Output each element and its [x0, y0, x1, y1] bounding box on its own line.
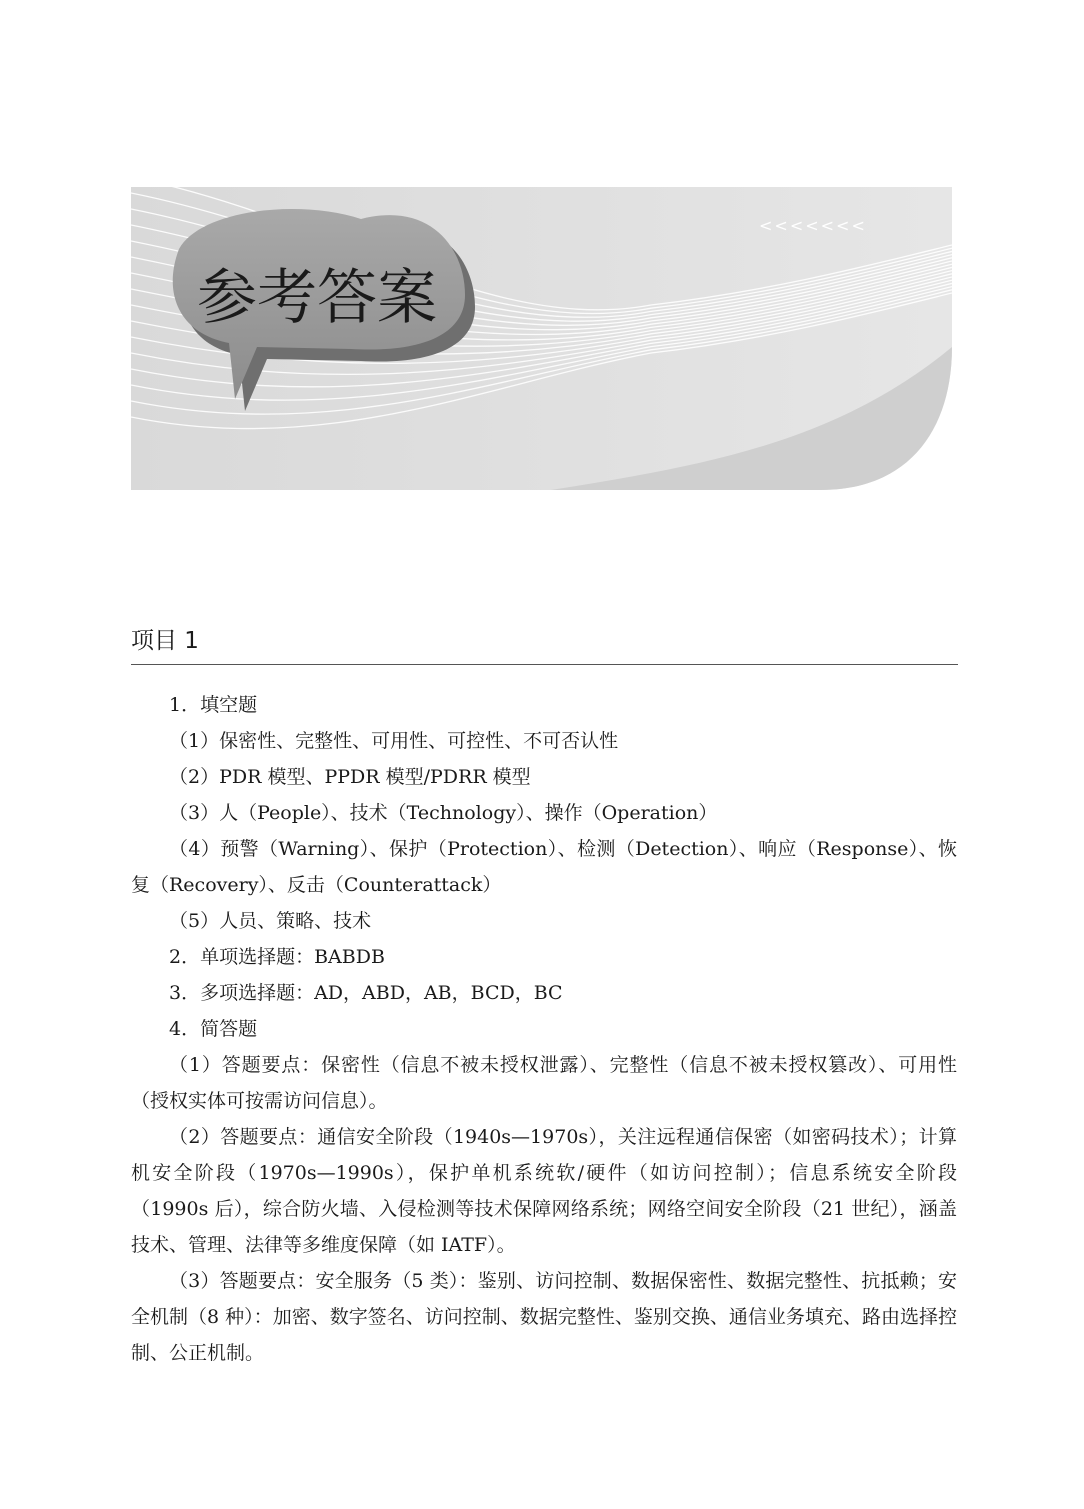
answer-line: （5）人员、策略、技术	[169, 910, 372, 932]
answer-line: 2．单项选择题：BABDB	[169, 946, 385, 968]
answer-line: （3）人（People）、技术（Technology）、操作（Operation）	[169, 802, 718, 824]
answer-line: （2）PDR 模型、PPDR 模型/PDRR 模型	[169, 766, 531, 788]
answer-content	[131, 687, 957, 1371]
chapter-banner	[131, 187, 952, 490]
answer-line: 1．填空题	[169, 694, 258, 716]
answer-line: （4）预警（Warning）、保护（Protection）、检测（Detection）、响应（Response）、恢复（Recovery）、反击（Counterattack）	[131, 838, 957, 896]
answer-line: （1）答题要点：保密性（信息不被未授权泄露）、完整性（信息不被未授权篡改）、可用性（授权实体可按需访问信息）。	[131, 1054, 957, 1112]
answer-line: （3）答题要点：安全服务（5 类）：鉴别、访问控制、数据保密性、数据完整性、抗抵赖；安全机制（8 种）：加密、数字签名、访问控制、数据完整性、鉴别交换、通信业务填充、路由选择控制、公正机制。	[131, 1270, 957, 1364]
answer-line: （2）答题要点：通信安全阶段（1940s—1970s），关注远程通信保密（如密码技术）；计算机安全阶段（1970s—1990s），保护单机系统软/硬件（如访问控制）；信息系统安全阶段（1990s 后），综合防火墙、入侵检测等技术保障网络系统；网络空间安全阶段（21 世纪），涵盖技术、管理、法律等多维度保障（如 IATF）。	[131, 1126, 957, 1256]
answer-line: 4．简答题	[169, 1018, 258, 1040]
banner-graphic	[131, 187, 952, 490]
section-title: 项目 1	[131, 628, 199, 654]
section-heading	[131, 624, 958, 665]
answer-line: 3．多项选择题：AD，ABD，AB，BCD，BC	[169, 982, 563, 1004]
arrows-decoration: <<<<<<<	[759, 216, 867, 235]
answer-line: （1）保密性、完整性、可用性、可控性、不可否认性	[169, 730, 619, 752]
banner-title: 参考答案	[197, 263, 437, 333]
